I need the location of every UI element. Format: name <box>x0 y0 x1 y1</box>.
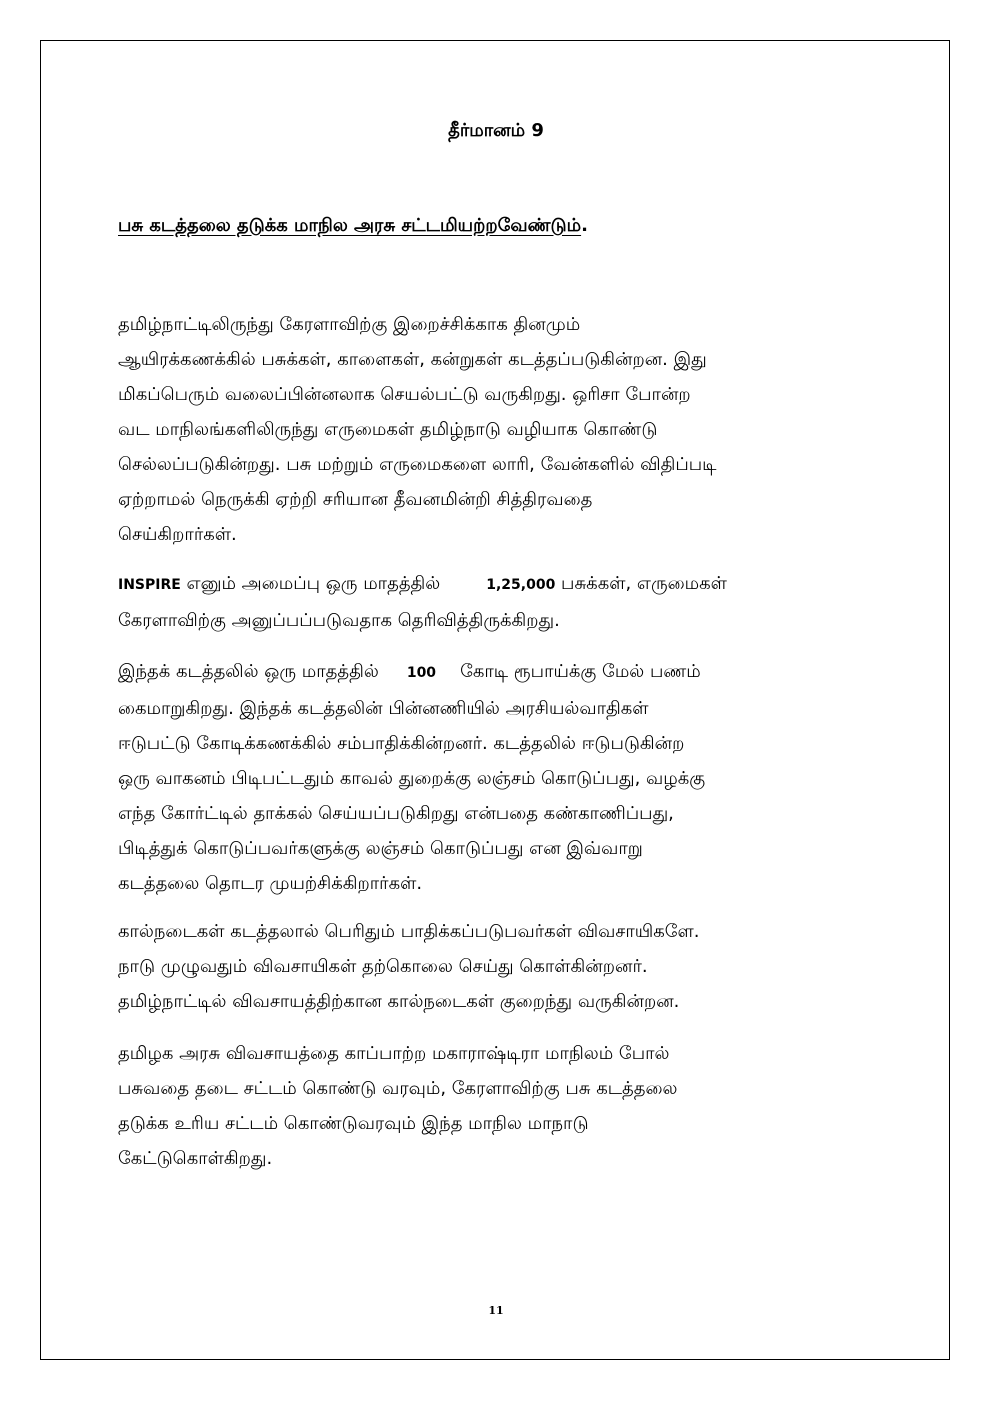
cattle-count: 1,25,000 <box>486 577 556 593</box>
paragraph-1 <box>118 307 878 552</box>
paragraph-2 <box>118 566 878 638</box>
paragraph-5 <box>118 1036 878 1176</box>
paragraph-line: செய்கிறார்கள். <box>118 524 237 545</box>
resolution-subtitle <box>118 215 588 238</box>
paragraph-line: கேரளாவிற்கு அனுப்பப்படுவதாக தெரிவித்திருக்கிறது. <box>118 610 560 631</box>
paragraph-line: கேட்டுகொள்கிறது. <box>118 1148 273 1169</box>
paragraph-line: ஆயிரக்கணக்கில் பசுக்கள், காளைகள், கன்றுகள் கடத்தப்படுகின்றன. இது <box>118 349 707 370</box>
paragraph-line: தமிழ்நாட்டிலிருந்து கேரளாவிற்கு இறைச்சிக்காக தினமும் <box>118 314 581 335</box>
subtitle-text: பசு கடத்தலை தடுக்க மாநில அரசு சட்டமியற்றவேண்டும் <box>118 215 582 236</box>
line-text: எனும் அமைப்பு ஒரு மாதத்தில் <box>180 573 441 594</box>
page-number: 11 <box>488 1304 504 1317</box>
paragraph-line: ஈடுபட்டு கோடிக்கணக்கில் சம்பாதிக்கின்றனர். கடத்தலில் ஈடுபடுகின்ற <box>118 733 685 754</box>
paragraph-line: நாடு முழுவதும் விவசாயிகள் தற்கொலை செய்து கொள்கின்றனர். <box>118 956 648 977</box>
paragraph-line: வட மாநிலங்களிலிருந்து எருமைகள் தமிழ்நாடு வழியாக கொண்டு <box>118 419 658 440</box>
paragraph-line: மிகப்பெரும் வலைப்பின்னலாக செயல்பட்டு வருகிறது. ஒரிசா போன்ற <box>118 384 691 405</box>
line-text: இந்தக் கடத்தலில் ஒரு மாதத்தில் <box>118 661 379 682</box>
paragraph-line: ஒரு வாகனம் பிடிபட்டதும் காவல் துறைக்கு லஞ்சம் கொடுப்பது, வழக்கு <box>118 768 706 789</box>
paragraph-line <box>118 566 878 603</box>
paragraph-line: தமிழக அரசு விவசாயத்தை காப்பாற்ற மகாராஷ்டிரா மாநிலம் போல் <box>118 1043 670 1064</box>
paragraph-line: தமிழ்நாட்டில் விவசாயத்திற்கான கால்நடைகள் குறைந்து வருகின்றன. <box>118 991 680 1012</box>
paragraph-4 <box>118 914 878 1019</box>
paragraph-line: பிடித்துக் கொடுப்பவர்களுக்கு லஞ்சம் கொடுப்பது என இவ்வாறு <box>118 838 643 859</box>
resolution-title: தீர்மானம் 9 <box>448 120 544 141</box>
paragraph-line: எந்த கோர்ட்டில் தாக்கல் செய்யப்படுகிறது என்பதை கண்காணிப்பது, <box>118 803 674 824</box>
paragraph-line: கடத்தலை தொடர முயற்சிக்கிறார்கள். <box>118 873 423 894</box>
paragraph-line: ஏற்றாமல் நெருக்கி ஏற்றி சரியான தீவனமின்றி சித்திரவதை <box>118 489 593 510</box>
paragraph-line: செல்லப்படுகின்றது. பசு மற்றும் எருமைகளை லாரி, வேன்களில் விதிப்படி <box>118 454 717 475</box>
line-text: கோடி ரூபாய்க்கு மேல் பணம் <box>460 661 701 682</box>
paragraph-line: கைமாறுகிறது. இந்தக் கடத்தலின் பின்னணியில் அரசியல்வாதிகள் <box>118 698 649 719</box>
amount: 100 <box>406 665 437 681</box>
subtitle-period: . <box>581 215 588 236</box>
org-name: INSPIRE <box>118 577 181 593</box>
paragraph-line: பசுவதை தடை சட்டம் கொண்டு வரவும், கேரளாவிற்கு பசு கடத்தலை <box>118 1078 678 1099</box>
line-text: பசுக்கள், எருமைகள் <box>555 573 727 594</box>
paragraph-line: தடுக்க உரிய சட்டம் கொண்டுவரவும் இந்த மாநில மாநாடு <box>118 1113 589 1134</box>
paragraph-3 <box>118 654 878 901</box>
paragraph-line <box>118 654 878 691</box>
paragraph-line: கால்நடைகள் கடத்தலால் பெரிதும் பாதிக்கப்படுபவர்கள் விவசாயிகளே. <box>118 921 700 942</box>
